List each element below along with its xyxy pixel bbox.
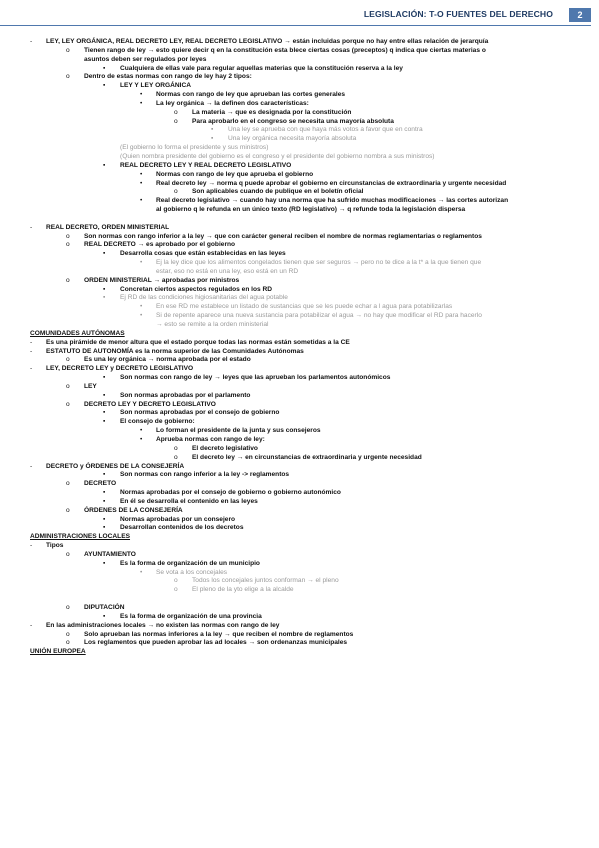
bullet-marker: ▪ <box>103 374 106 382</box>
line-text: LEY, DECRETO LEY y DECRETO LEGISLATIVO <box>46 365 194 373</box>
document-line <box>0 365 599 374</box>
line-text: En ese RD me establece un listado de sustancias que se les puede echar a l agua para potabilizarlas <box>156 303 453 311</box>
bullet-marker: ▪ <box>103 559 106 567</box>
bullet-marker: • <box>140 99 143 107</box>
line-text: DECRETO <box>84 480 117 488</box>
section-heading <box>0 533 599 542</box>
bullet-marker: ▪ <box>103 515 106 523</box>
bullet-marker: - <box>30 621 33 629</box>
bullet-marker: ▪ <box>103 161 106 169</box>
heading-text: UNIÓN EUROPEA <box>30 648 86 656</box>
line-text: Desarrolla cosas que están establecidas en las leyes <box>120 250 286 258</box>
document-line <box>0 542 599 551</box>
document-line <box>0 135 599 144</box>
document-line <box>0 454 599 463</box>
page-header <box>0 8 599 24</box>
document-line <box>0 91 599 100</box>
document-line <box>0 498 599 507</box>
line-text: Son normas con rango de ley → leyes que las aprueban los parlamentos autonómicos <box>120 374 391 382</box>
document-line <box>0 153 599 162</box>
line-text: (El gobierno lo forma el presidente y sus ministros) <box>120 144 269 152</box>
section-heading <box>0 648 599 657</box>
bullet-marker: o <box>174 444 178 452</box>
line-text: Aprueba normas con rango de ley: <box>156 435 265 443</box>
bullet-marker: ▪ <box>103 82 106 90</box>
document-line <box>0 639 599 648</box>
document-line <box>0 268 599 277</box>
line-text: ORDEN MINISTERIAL → aprobadas por ministros <box>84 276 240 284</box>
line-text: Ej RD de las condiciones higiosanitarias del agua potable <box>120 294 288 302</box>
line-text: REAL DECRETO → es aprobado por el gobierno <box>84 241 236 249</box>
bullet-marker: • <box>140 435 143 443</box>
bullet-marker: • <box>140 179 143 187</box>
line-text: LEY Y LEY ORGÁNICA <box>120 82 191 90</box>
line-text: Solo aprueban las normas inferiores a la ley → que reciben el nombre de reglamentos <box>84 630 354 638</box>
document-line <box>0 286 599 295</box>
bullet-marker: o <box>174 453 178 461</box>
document-line <box>0 436 599 445</box>
bullet-marker: • <box>140 303 143 311</box>
bullet-marker: - <box>30 38 33 45</box>
document-line <box>0 516 599 525</box>
bullet-marker: • <box>140 427 143 435</box>
line-text: Para aprobarlo en el congreso se necesita una mayoría absoluta <box>192 117 394 125</box>
document-line <box>0 374 599 383</box>
line-text: Es la forma de organización de una provincia <box>120 612 262 620</box>
line-text: El decreto legislativo <box>192 444 258 452</box>
bullet-marker: ▪ <box>103 418 106 426</box>
bullet-marker: o <box>174 117 178 125</box>
document-line <box>0 38 599 47</box>
document-line <box>0 233 599 242</box>
bullet-marker: • <box>140 170 143 178</box>
document-line <box>0 241 599 250</box>
heading-text: COMUNIDADES AUTÓNOMAS <box>30 329 125 337</box>
line-text: Tipos <box>46 542 64 550</box>
bullet-marker: • <box>140 568 143 576</box>
line-text: → esto se remite a la orden ministerial <box>156 321 269 328</box>
bullet-marker: - <box>30 347 33 355</box>
line-text: LEY <box>84 382 97 390</box>
bullet-marker: ▪ <box>103 524 106 532</box>
document-line <box>0 171 599 180</box>
document-line <box>0 524 599 533</box>
line-text: Una ley orgánica necesita mayoría absoluta <box>228 135 357 143</box>
document-line <box>0 480 599 489</box>
document-line <box>0 162 599 171</box>
document-line <box>0 560 599 569</box>
header-rule <box>0 25 591 26</box>
bullet-marker: o <box>174 108 178 116</box>
line-text: Una ley se aprueba con que haya más votos a favor que en contra <box>228 126 423 134</box>
line-text: ESTATUTO DE AUTONOMÍA es la norma superior de las Comunidades Autónomas <box>46 347 304 355</box>
document-line <box>0 294 599 303</box>
line-text: Normas aprobadas por un consejero <box>120 515 236 523</box>
document-line <box>0 312 599 321</box>
line-text: DECRETO LEY Y DECRETO LEGISLATIVO <box>84 400 216 408</box>
document-line <box>0 356 599 365</box>
document-line <box>0 427 599 436</box>
bullet-marker: o <box>66 356 70 364</box>
bullet-marker: o <box>174 188 178 196</box>
section-heading <box>0 330 599 339</box>
line-text: AYUNTAMIENTO <box>84 550 136 558</box>
line-text: estar, eso no está en una ley, eso está en un RD <box>156 267 299 275</box>
document-line <box>0 339 599 348</box>
bullet-marker: o <box>66 73 70 81</box>
document-line <box>0 613 599 622</box>
bullet-marker: ▪ <box>211 126 214 134</box>
bullet-marker: o <box>66 241 70 249</box>
document-line <box>0 73 599 82</box>
heading-text: ADMINISTRACIONES LOCALES <box>30 533 131 541</box>
document-line <box>0 507 599 516</box>
bullet-marker: o <box>66 400 70 408</box>
document-line <box>0 180 599 189</box>
document-line <box>0 445 599 454</box>
line-text: Son normas aprobadas por el consejo de gobierno <box>120 409 280 417</box>
bullet-marker: ▪ <box>211 135 214 143</box>
line-text: Normas aprobadas por el consejo de gobierno o gobierno autonómico <box>120 489 341 497</box>
line-text: (Quien nombra presidente del gobierno es el congreso y el presidente del gobierno nombra a sus ministros) <box>120 152 435 160</box>
blank-line <box>0 595 599 604</box>
document-line <box>0 586 599 595</box>
bullet-marker: ▪ <box>103 489 106 497</box>
document-line <box>0 622 599 631</box>
bullet-marker: - <box>30 462 33 470</box>
bullet-marker: - <box>30 338 33 346</box>
document-line <box>0 569 599 578</box>
header-title: LEGISLACIÓN: T-O FUENTES DEL DERECHO <box>363 9 553 19</box>
line-text: Si de repente aparece una nueva sustancia para potabilizar el agua → no hay que modificar el RD para hacerlo <box>156 312 482 320</box>
line-text: Son aplicables cuando de publique en el boletín oficial <box>192 188 364 196</box>
line-text: El decreto ley → en circunstancias de extraordinaria y urgente necesidad <box>192 453 422 461</box>
document-line <box>0 604 599 613</box>
bullet-marker: o <box>66 639 70 647</box>
line-text: Real decreto ley → norma q puede aprobar el gobierno en circunstancias de extraordinaria y urgente necesidad <box>156 179 507 187</box>
document-line <box>0 489 599 498</box>
line-text: al gobierno q le refunda en un único texto (RD legislativo) → q refunde toda la legislación dispersa <box>156 206 466 214</box>
line-text: Ej la ley dice que los alimentos congelados tienen que ser seguros → pero no te dice a la t* a la que tienen que <box>156 259 482 267</box>
page-number: 2 <box>569 8 591 22</box>
line-text: Es la forma de organización de un municipio <box>120 559 260 567</box>
line-text: La ley orgánica → la definen dos características: <box>156 99 309 107</box>
bullet-marker: o <box>174 577 178 585</box>
document-line <box>0 277 599 286</box>
document-line <box>0 206 599 215</box>
bullet-marker: o <box>174 586 178 594</box>
line-text: Lo forman el presidente de la junta y sus consejeros <box>156 427 321 435</box>
document-line <box>0 82 599 91</box>
bullet-marker: o <box>66 382 70 390</box>
line-text: Real decreto legislativo → cuando hay una norma que ha sufrido muchas modificaciones → las cortes autorizan <box>156 197 509 205</box>
bullet-marker: • <box>140 197 143 205</box>
bullet-marker: ▪ <box>103 391 106 399</box>
bullet-marker: o <box>66 480 70 488</box>
bullet-marker: - <box>30 542 33 550</box>
line-text: La materia → que es designada por la constitución <box>192 108 352 116</box>
document-line <box>0 471 599 480</box>
line-text: En las administraciones locales → no existen las normas con rango de ley <box>46 621 280 629</box>
bullet-marker: • <box>140 259 143 267</box>
line-text: Los reglamentos que pueden aprobar las ad locales → son ordenanzas municipales <box>84 639 348 647</box>
document-line <box>0 392 599 401</box>
line-text: Es una pirámide de menor altura que el estado porque todas las normas están sometidas a la CE <box>46 338 350 346</box>
line-text: El consejo de gobierno: <box>120 418 195 426</box>
document-line <box>0 577 599 586</box>
document-line <box>0 250 599 259</box>
bullet-marker: ▪ <box>103 250 106 258</box>
line-text: ÓRDENES DE LA CONSEJERÍA <box>84 506 183 514</box>
document-line <box>0 259 599 268</box>
bullet-marker: o <box>66 550 70 558</box>
bullet-marker: ▪ <box>103 409 106 417</box>
document-line <box>0 188 599 197</box>
line-text: Se vota a los concejales <box>156 568 228 576</box>
line-text: Dentro de estas normas con rango de ley hay 2 tipos: <box>84 73 252 81</box>
document-line <box>0 47 599 56</box>
document-line <box>0 197 599 206</box>
line-text: REAL DECRETO, ORDEN MINISTERIAL <box>46 223 170 231</box>
bullet-marker: o <box>66 630 70 638</box>
document-line <box>0 144 599 153</box>
document-line <box>0 118 599 127</box>
bullet-marker: o <box>66 506 70 514</box>
bullet-marker: - <box>30 223 33 231</box>
line-text: El pleno de la yto elige a la alcalde <box>192 586 294 594</box>
bullet-marker: ▪ <box>103 497 106 505</box>
document-line <box>0 224 599 233</box>
bullet-marker: o <box>66 604 70 611</box>
line-text: Normas con rango de ley que aprueba el gobierno <box>156 170 314 178</box>
line-text: Todos los concejales juntos conforman → el pleno <box>192 577 339 585</box>
line-text: Tienen rango de ley → esto quiere decir q en la constitución esta blece ciertas cosas (preceptos) q indica que ciertas materias o <box>84 46 486 54</box>
line-text: Son normas con rango inferior a la ley → que con carácter general reciben el nombre de normas reglamentarias o reglamentos <box>84 232 482 240</box>
document-line <box>0 65 599 74</box>
bullet-marker: ▪ <box>103 64 106 72</box>
document-line <box>0 100 599 109</box>
bullet-marker: ▪ <box>103 471 106 479</box>
bullet-marker: - <box>30 365 33 373</box>
bullet-marker: o <box>66 276 70 284</box>
document-line <box>0 321 599 330</box>
line-text: asuntos deben ser regulados por leyes <box>84 55 207 63</box>
document-line <box>0 409 599 418</box>
document-body <box>0 38 599 657</box>
line-text: LEY, LEY ORGÁNICA, REAL DECRETO LEY, REAL DECRETO LEGISLATIVO → están incluidas porque no hay entre ellas relación de jerarquía <box>46 38 489 45</box>
document-line <box>0 56 599 65</box>
line-text: Son normas con rango inferior a la ley -> reglamentos <box>120 471 290 479</box>
line-text: Concretan ciertos aspectos regulados en los RD <box>120 285 273 293</box>
bullet-marker: ▪ <box>103 612 106 620</box>
document-line <box>0 551 599 560</box>
line-text: DECRETO y ÓRDENES DE LA CONSEJERÍA <box>46 462 185 470</box>
bullet-marker: • <box>140 312 143 320</box>
document-line <box>0 348 599 357</box>
document-line <box>0 631 599 640</box>
document-line <box>0 418 599 427</box>
document-line <box>0 126 599 135</box>
line-text: En él se desarrolla el contenido en las leyes <box>120 497 258 505</box>
line-text: Son normas aprobadas por el parlamento <box>120 391 251 399</box>
bullet-marker: o <box>66 46 70 54</box>
document-line <box>0 109 599 118</box>
document-line <box>0 401 599 410</box>
bullet-marker: • <box>140 91 143 99</box>
blank-line <box>0 215 599 224</box>
bullet-marker: ▪ <box>103 285 106 293</box>
line-text: DIPUTACIÓN <box>84 604 125 611</box>
line-text: Es una ley orgánica → norma aprobada por el estado <box>84 356 251 364</box>
document-line <box>0 303 599 312</box>
bullet-marker: ▪ <box>103 294 106 302</box>
line-text: Normas con rango de ley que aprueban las cortes generales <box>156 91 346 99</box>
line-text: Desarrollan contenidos de los decretos <box>120 524 244 532</box>
line-text: REAL DECRETO LEY Y REAL DECRETO LEGISLATIVO <box>120 161 292 169</box>
document-line <box>0 463 599 472</box>
line-text: Cualquiera de ellas vale para regular aquellas materias que la constitución reserva a la ley <box>120 64 403 72</box>
document-line <box>0 383 599 392</box>
bullet-marker: o <box>66 232 70 240</box>
